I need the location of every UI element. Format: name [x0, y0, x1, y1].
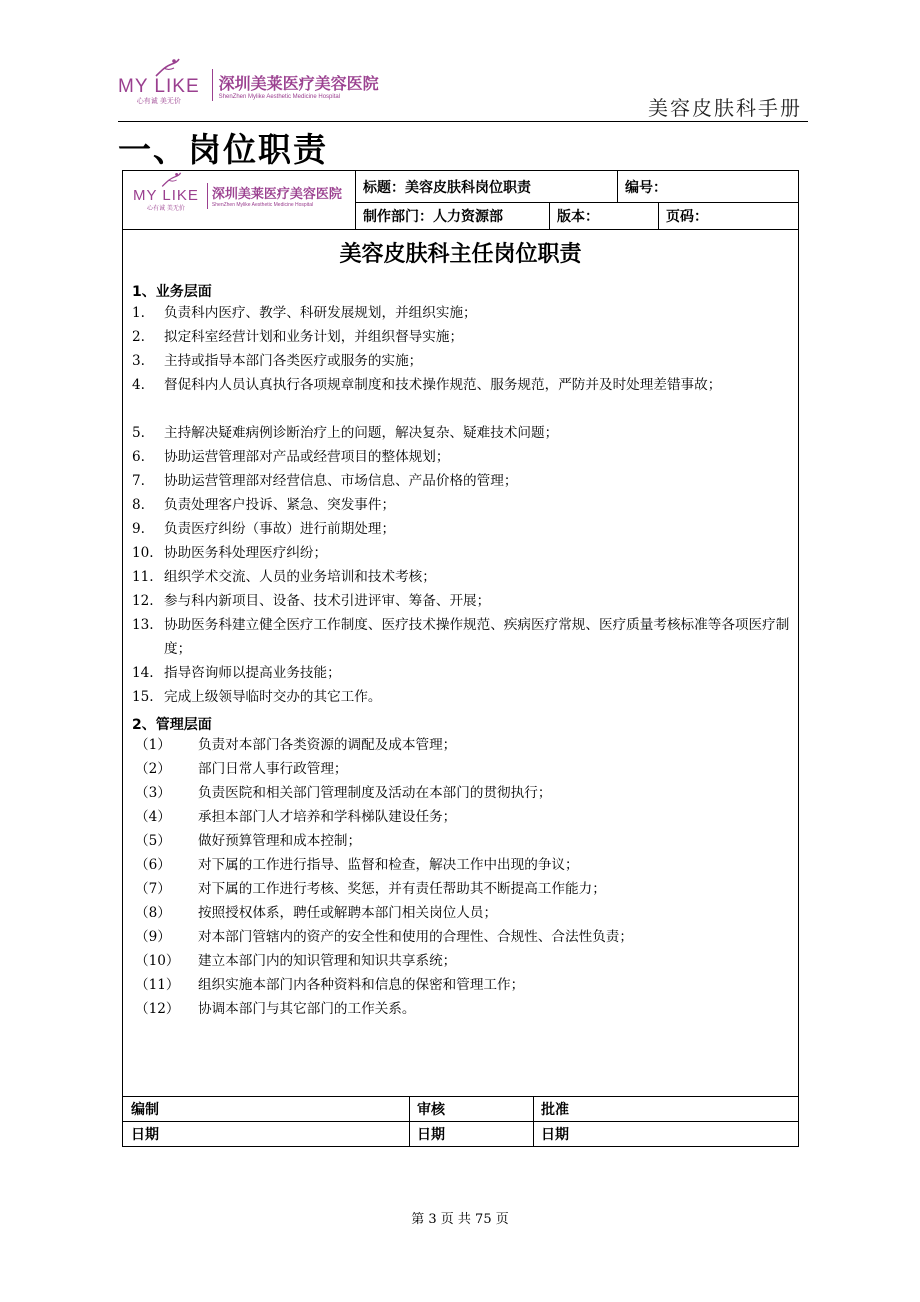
approve-date-cell: 日期	[541, 1127, 569, 1143]
duty-number: （8）	[135, 905, 171, 921]
duty-text: 负责对本部门各类资源的调配及成本管理；	[198, 737, 457, 753]
duty-number: 13.	[132, 617, 154, 633]
duty-number: 14.	[132, 665, 154, 681]
duty-text: 参与科内新项目、设备、技术引进评审、筹备、开展；	[164, 593, 491, 609]
duty-text: 主持或指导本部门各类医疗或服务的实施；	[164, 353, 423, 369]
department-cell: 制作部门：人力资源部	[363, 208, 503, 225]
duty-number: （12）	[135, 1001, 180, 1017]
page-number-cell: 页码：	[666, 208, 708, 225]
duty-number: 4.	[132, 377, 145, 393]
logo-divider	[207, 183, 208, 209]
duty-text: 对下属的工作进行指导、监督和检查，解决工作中出现的争议；	[198, 857, 579, 873]
duty-number: 11.	[132, 569, 154, 585]
section-management-heading: 2、管理层面	[132, 717, 212, 733]
duty-text: 指导咨询师以提高业务技能；	[164, 665, 341, 681]
duty-text: 主持解决疑难病例诊断治疗上的问题，解决复杂、疑难技术问题；	[164, 425, 559, 441]
header-divider	[118, 121, 808, 122]
logo-subtitle: ShenZhen Mylike Aesthetic Medicine Hospital	[211, 202, 314, 208]
duty-number: （1）	[135, 737, 171, 753]
dancer-logo-icon	[152, 58, 182, 78]
duty-text: 协调本部门与其它部门的工作关系。	[198, 1001, 416, 1017]
duty-number: 2.	[132, 329, 145, 345]
title-cell: 标题：美容皮肤科岗位职责	[363, 179, 531, 196]
table-logo	[133, 179, 342, 212]
approved-by-cell: 批准	[541, 1101, 569, 1118]
logo-subtitle: ShenZhen Mylike Aesthetic Medicine Hospital	[218, 93, 341, 100]
duty-number: （6）	[135, 857, 171, 873]
compiled-by-cell: 编制	[131, 1101, 159, 1118]
duty-text: 完成上级领导临时交办的其它工作。	[164, 689, 382, 705]
duty-number: 5.	[132, 425, 145, 441]
number-cell: 编号：	[625, 179, 667, 196]
dancer-logo-icon	[159, 172, 183, 188]
duty-text: 部门日常人事行政管理；	[198, 761, 348, 777]
duty-text: 承担本部门人才培养和学科梯队建设任务；	[198, 809, 457, 825]
duty-number: （9）	[135, 929, 171, 945]
duty-number: 12.	[132, 593, 154, 609]
duty-number: （5）	[135, 833, 171, 849]
duty-number: 7.	[132, 473, 145, 489]
duty-number: 10.	[132, 545, 154, 561]
duty-text: 负责处理客户投诉、紧急、突发事件；	[164, 497, 396, 513]
duty-text: 对本部门管辖内的资产的安全性和使用的合理性、合规性、合法性负责；	[198, 929, 633, 945]
logo-chinese-name: 深圳美莱医疗美容医院	[211, 187, 342, 202]
duty-text: 督促科内人员认真执行各项规章制度和技术操作规范、服务规范，严防并及时处理差错事故；	[164, 377, 722, 393]
job-description-table	[122, 170, 799, 1147]
duty-text: 组织学术交流、人员的业务培训和技术考核；	[164, 569, 436, 585]
header-logo	[118, 64, 379, 106]
section-heading: 一、岗位职责	[118, 130, 328, 169]
logo-chinese-name: 深圳美莱医疗美容医院	[218, 73, 379, 93]
duty-text: 协助医务科建立健全医疗工作制度、医疗技术操作规范、疾病医疗常规、医疗质量考核标准等各项医疗制度；	[164, 617, 790, 657]
duty-number: 3.	[132, 353, 145, 369]
duty-number: 9.	[132, 521, 145, 537]
logo-divider	[212, 69, 213, 101]
version-cell: 版本：	[557, 208, 599, 225]
logo-slogan: 心有诚 美无价	[136, 97, 181, 105]
duty-number: （7）	[135, 881, 171, 897]
review-date-cell: 日期	[417, 1127, 445, 1143]
duty-number: 8.	[132, 497, 145, 513]
duty-number: （11）	[135, 977, 180, 993]
duty-number: （10）	[135, 953, 180, 969]
page-footer: 第 3 页 共 75 页	[411, 1212, 509, 1227]
reviewed-by-cell: 审核	[417, 1101, 445, 1118]
table-divider	[123, 229, 798, 230]
duty-text: 负责医疗纠纷（事故）进行前期处理；	[164, 521, 396, 537]
section-business-heading: 1、业务层面	[132, 284, 212, 300]
logo-english: MY LIKE	[133, 187, 199, 204]
logo-english: MY LIKE	[118, 76, 200, 97]
duty-number: 1.	[132, 305, 145, 321]
duty-text: 负责医院和相关部门管理制度及活动在本部门的贯彻执行；	[198, 785, 552, 801]
duty-text: 对下属的工作进行考核、奖惩，并有责任帮助其不断提高工作能力；	[198, 881, 606, 897]
duty-number: 15.	[132, 689, 154, 705]
duty-number: （3）	[135, 785, 171, 801]
manual-title: 美容皮肤科手册	[648, 96, 802, 120]
duty-text: 协助运营管理部对产品或经营项目的整体规划；	[164, 449, 450, 465]
logo-slogan: 心有诚 美无价	[147, 205, 185, 212]
duty-text: 协助医务科处理医疗纠纷；	[164, 545, 328, 561]
compile-date-cell: 日期	[131, 1127, 159, 1143]
duty-text: 建立本部门内的知识管理和知识共享系统；	[198, 953, 457, 969]
duty-number: 6.	[132, 449, 145, 465]
duty-number: （4）	[135, 809, 171, 825]
duty-text: 协助运营管理部对经营信息、市场信息、产品价格的管理；	[164, 473, 518, 489]
duty-text: 拟定科室经营计划和业务计划，并组织督导实施；	[164, 329, 464, 345]
duty-text: 负责科内医疗、教学、科研发展规划，并组织实施；	[164, 305, 477, 321]
duty-text: 按照授权体系，聘任或解聘本部门相关岗位人员；	[198, 905, 498, 921]
document-title: 美容皮肤科主任岗位职责	[339, 242, 582, 267]
duty-text: 做好预算管理和成本控制；	[198, 833, 362, 849]
duty-number: （2）	[135, 761, 171, 777]
duty-text: 组织实施本部门内各种资料和信息的保密和管理工作；	[198, 977, 525, 993]
